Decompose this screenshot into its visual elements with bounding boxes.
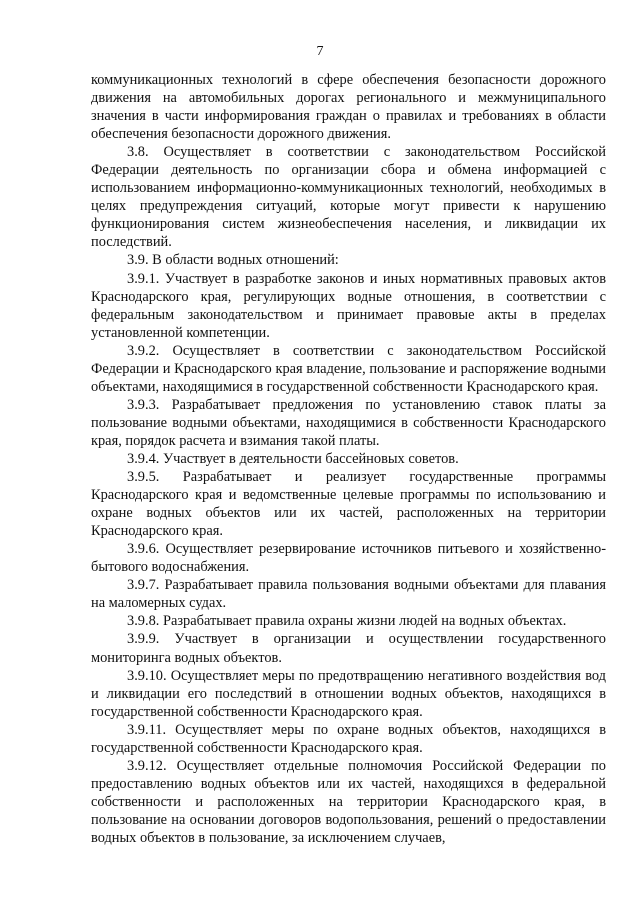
paragraph-3-9-4: 3.9.4. Участвует в деятельности бассейновых советов. xyxy=(127,450,459,467)
page-number: 7 xyxy=(316,44,324,59)
paragraph-3-9-8: 3.9.8. Разрабатывает правила охраны жизни людей на водных объектах. xyxy=(127,613,567,630)
paragraph-3-9-10: 3.9.10. Осуществляет меры по предотвращению негативного воздействия вод и ликвидации его последствий в отношении водных объектов, находящихся в государственной собственности Краснодарского края. xyxy=(91,667,606,720)
paragraph-3-9-1: 3.9.1. Участвует в разработке законов и иных нормативных правовых актов Краснодарского края, регулирующих водные отношения, в соответствии с федеральным законодательством и принимает правовые акты в пределах установленной компетенции. xyxy=(91,270,606,341)
paragraph-3-9-5: 3.9.5. Разрабатывает и реализует государственные программы Краснодарского края и ведомственные целевые программы по использованию и охране водных объектов или их частей, расположенных на территории Краснодарского края. xyxy=(91,469,606,540)
document-body xyxy=(91,71,606,847)
paragraph-3-8: 3.8. Осуществляет в соответствии с законодательством Российской Федерации деятельность по организации сбора и обмена информацией с использованием информационно-коммуникационных технологий, необходимых в целях предупреждения ситуаций, которые могут привести к нарушению функционирования систем жизнеобеспечения населения, и ликвидации их последствий. xyxy=(91,144,606,251)
paragraph-3-9-6: 3.9.6. Осуществляет резервирование источников питьевого и хозяйственно-бытового водоснабжения. xyxy=(91,541,606,576)
paragraph-3-9-2: 3.9.2. Осуществляет в соответствии с законодательством Российской Федерации и Краснодарского края владение, пользование и распоряжение водными объектами, находящимися в государственной собственности Краснодарского края. xyxy=(91,342,606,395)
paragraph-3-9: 3.9. В области водных отношений: xyxy=(127,252,339,269)
paragraph-3-9-3: 3.9.3. Разрабатывает предложения по установлению ставок платы за пользование водными объектами, находящимися в собственности Краснодарского края, порядок расчета и взимания такой платы. xyxy=(91,396,606,449)
paragraph-continuation: коммуникационных технологий в сфере обеспечения безопасности дорожного движения на автомобильных дорогах регионального и межмуниципального значения в части информирования граждан о правилах и требованиях в области обеспечения безопасности дорожного движения. xyxy=(91,72,606,143)
paragraph-3-9-12: 3.9.12. Осуществляет отдельные полномочия Российской Федерации по предоставлению водных объектов или их частей, находящихся в федеральной собственности и расположенных на территории Краснодарского края, в пользование на основании договоров водопользования, решений о предоставлении водных объектов в пользование, за исключением случаев, xyxy=(91,757,606,846)
paragraph-3-9-9: 3.9.9. Участвует в организации и осуществлении государственного мониторинга водных объектов. xyxy=(91,631,606,666)
paragraph-3-9-7: 3.9.7. Разрабатывает правила пользования водными объектами для плавания на маломерных судах. xyxy=(91,577,606,612)
paragraph-3-9-11: 3.9.11. Осуществляет меры по охране водных объектов, находящихся в государственной собственности Краснодарского края. xyxy=(91,721,606,756)
